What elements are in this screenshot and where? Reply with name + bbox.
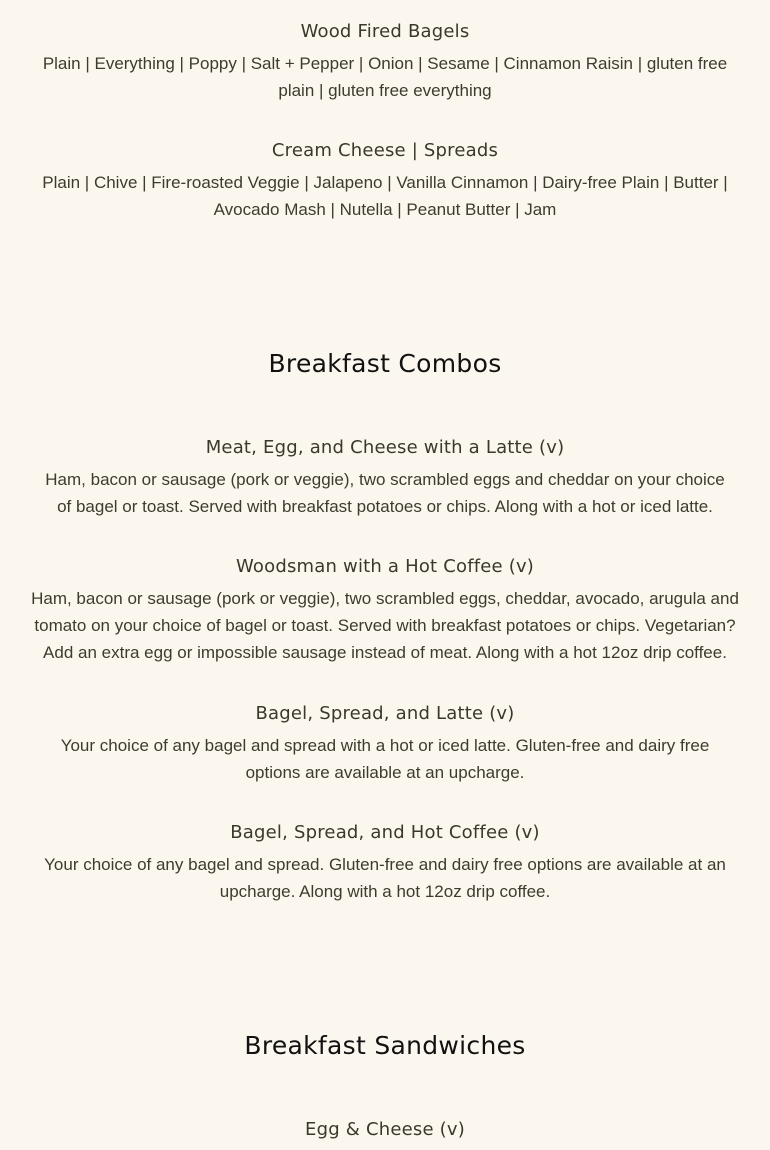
item-title: Cream Cheese | Spreads [271, 140, 499, 161]
menu-item-cream-cheese-spreads [0, 139, 770, 223]
item-description: Plain | Everything | Poppy | Salt + Pepper | Onion | Sesame | Cinnamon Raisin | gluten free plain | gluten free everything [42, 54, 728, 100]
section-breakfast-sandwiches [0, 1030, 770, 1062]
section-title: Breakfast Combos [268, 349, 502, 378]
item-description: Plain | Chive | Fire-roasted Veggie | Jalapeno | Vanilla Cinnamon | Dairy-free Plain | Butter | Avocado Mash | Nutella | Peanut Butter | Jam [42, 173, 728, 219]
menu-item-woodsman-hot-coffee [0, 555, 770, 666]
menu-item-meat-egg-cheese-latte [0, 436, 770, 520]
item-title: Bagel, Spread, and Hot Coffee (v) [230, 822, 540, 843]
item-description: Ham, bacon or sausage (pork or veggie), two scrambled eggs, cheddar, avocado, arugula and tomato on your choice of bagel or toast. Served with breakfast potatoes or chips. Vegetarian? Add an extra egg or impossible sausage instead of meat. Along with a hot 12oz drip coffee. [31, 589, 739, 662]
item-description: Your choice of any bagel and spread with a hot or iced latte. Gluten-free and dairy free options are available at an upcharge. [60, 736, 710, 782]
item-description: Your choice of any bagel and spread. Gluten-free and dairy free options are available at an upcharge. Along with a hot 12oz drip coffee. [44, 855, 726, 901]
menu-item-bagel-spread-latte [0, 702, 770, 786]
item-title: Woodsman with a Hot Coffee (v) [235, 556, 535, 577]
menu-item-wood-fired-bagels [0, 20, 770, 104]
menu-item-egg-cheese [0, 1118, 770, 1142]
menu-item-bagel-spread-hot-coffee [0, 821, 770, 905]
item-title: Bagel, Spread, and Latte (v) [255, 703, 515, 724]
item-title: Egg & Cheese (v) [305, 1119, 465, 1140]
item-title: Meat, Egg, and Cheese with a Latte (v) [205, 437, 565, 458]
item-description: Ham, bacon or sausage (pork or veggie), two scrambled eggs and cheddar on your choice of bagel or toast. Served with breakfast potatoes or chips. Along with a hot or iced latte. [45, 470, 725, 516]
item-title: Wood Fired Bagels [300, 21, 470, 42]
section-breakfast-combos [0, 348, 770, 380]
section-title: Breakfast Sandwiches [244, 1031, 526, 1060]
